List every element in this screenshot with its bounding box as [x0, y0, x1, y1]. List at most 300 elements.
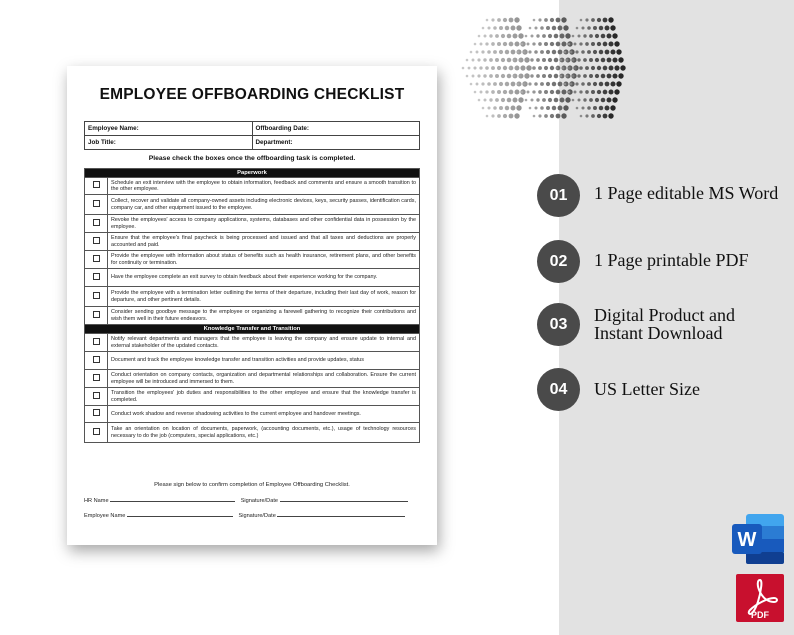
decorative-dot: [524, 58, 527, 61]
decorative-dot: [540, 82, 544, 86]
decorative-dot: [561, 17, 566, 22]
decorative-dot: [538, 42, 542, 46]
decorative-dot: [470, 83, 473, 86]
decorative-dot: [571, 58, 574, 61]
decorative-dot: [608, 17, 613, 22]
table-row: [85, 178, 420, 195]
task-text: Transition the employees' job duties and responsibilities to the other employee and ensure that the knowledge transfer is completed.: [108, 388, 420, 406]
decorative-dot: [597, 66, 601, 70]
decorative-dot: [487, 50, 491, 54]
feature-number-badge: 01: [537, 174, 580, 217]
decorative-dot: [556, 67, 559, 70]
task-checkbox[interactable]: [93, 311, 100, 318]
decorative-dot: [591, 42, 595, 46]
decorative-dot: [573, 66, 576, 69]
decorative-dot: [514, 41, 519, 46]
decorative-dot: [517, 51, 520, 54]
decorative-dot: [534, 106, 537, 109]
decorative-dot: [511, 82, 516, 87]
decorative-dot: [554, 58, 559, 63]
decorative-dot: [538, 114, 541, 117]
decorative-dot: [509, 90, 514, 95]
decorative-dot: [507, 74, 512, 79]
checkbox-cell: [85, 406, 108, 423]
feature-item-3: [537, 303, 787, 347]
decorative-dot: [514, 113, 519, 118]
decorative-dot: [491, 114, 494, 117]
task-text: Consider sending goodbye message to the employee or organizing a farewell gathering to recognize their contributions and wish them well in their future endeavors.: [108, 307, 420, 325]
task-checkbox[interactable]: [93, 338, 100, 345]
decorative-dot: [556, 42, 561, 47]
decorative-dot: [493, 50, 497, 54]
decorative-dot: [618, 57, 623, 62]
decorative-dot: [491, 42, 495, 46]
decorative-dot: [599, 106, 603, 110]
decorative-dot: [550, 90, 554, 94]
decorative-dot: [479, 66, 482, 69]
feature-text: US Letter Size: [594, 379, 700, 399]
decorative-dot: [603, 66, 608, 71]
decorative-dot: [591, 66, 595, 70]
decorative-dot: [595, 98, 599, 102]
decorative-dot: [489, 98, 492, 101]
feature-item-2: [537, 240, 787, 284]
feature-item-1: [537, 174, 787, 218]
decorative-dot: [550, 66, 554, 70]
decorative-dot: [493, 26, 497, 30]
decorative-dot: [521, 91, 524, 94]
task-text: Schedule an exit interview with the employee to obtain information, feedback and comments and ensure a smooth transition to the other employee.: [108, 178, 420, 195]
checkbox-cell: [85, 269, 108, 287]
decorative-dot: [519, 59, 522, 62]
decorative-dot: [509, 42, 514, 47]
decorative-dot: [554, 98, 559, 103]
hr-signature-date-label: Signature/Date: [240, 498, 279, 504]
decorative-dot: [605, 50, 610, 55]
document-title: EMPLOYEE OFFBOARDING CHECKLIST: [99, 86, 405, 103]
task-checkbox[interactable]: [93, 292, 100, 299]
decorative-dot: [558, 82, 563, 87]
decorative-dot: [526, 66, 529, 69]
checkbox-cell: [85, 233, 108, 251]
decorative-dot: [612, 73, 617, 78]
decorative-dot: [514, 89, 519, 94]
decorative-dot: [511, 50, 516, 55]
decorative-dot: [542, 34, 546, 38]
decorative-dot: [472, 75, 475, 78]
decorative-dot: [507, 34, 512, 39]
decorative-dot: [501, 34, 505, 38]
decorative-dot: [542, 58, 546, 62]
decorative-dot: [591, 114, 595, 118]
decorative-dot: [478, 99, 481, 102]
decorative-dot: [583, 58, 587, 62]
checkbox-cell: [85, 423, 108, 443]
decorative-dot: [593, 50, 597, 54]
decorative-dot: [511, 26, 516, 31]
table-row: [85, 195, 420, 215]
decorative-dot: [480, 91, 483, 94]
decorative-dot: [495, 58, 499, 62]
decorative-dot: [482, 107, 485, 110]
decorative-dot: [501, 74, 505, 78]
decorative-dot: [548, 98, 552, 102]
decorative-dot: [472, 59, 475, 62]
decorative-dot: [501, 98, 505, 102]
decorative-dot: [552, 82, 556, 86]
decorative-dot: [589, 34, 593, 38]
hr-name-line[interactable]: [110, 496, 235, 502]
decorative-dot: [585, 18, 588, 21]
decorative-dot: [532, 90, 535, 93]
decorative-dot: [608, 89, 613, 94]
decorative-dot: [509, 114, 514, 119]
decorative-dot: [531, 99, 534, 102]
decorative-dot: [560, 34, 565, 39]
decorative-dot: [614, 89, 619, 94]
decorative-dot: [605, 82, 610, 87]
decorative-dot: [556, 18, 561, 23]
decorative-dot: [614, 41, 619, 46]
task-checkbox[interactable]: [93, 356, 100, 363]
decorative-dot: [609, 66, 614, 71]
decorative-dot: [534, 50, 538, 54]
decorative-dot: [507, 98, 512, 103]
decorative-dot: [597, 18, 601, 22]
decorative-dot: [546, 106, 550, 110]
decorative-dot: [607, 74, 612, 79]
decorative-dot: [470, 51, 473, 54]
table-row: [85, 215, 420, 233]
decorative-dot: [561, 113, 566, 118]
decorative-dot: [518, 97, 523, 102]
sign-instruction: Please sign below to confirm completion of Employee Offboarding Checklist.: [154, 482, 350, 488]
decorative-dot: [561, 89, 566, 94]
feature-item-4: [537, 368, 787, 412]
table-row: [85, 269, 420, 287]
decorative-dot: [552, 26, 556, 30]
decorative-dot: [491, 18, 494, 21]
decorative-dot: [612, 33, 617, 38]
decorative-dot: [489, 74, 493, 78]
decorative-dot: [520, 66, 523, 69]
task-checkbox[interactable]: [93, 409, 100, 416]
task-text: Provide the employee with a termination letter outlining the terms of their departure, including their last day of work, reason for departure, and other pertinent details.: [108, 287, 420, 307]
decorative-dot: [568, 91, 571, 94]
decorative-dot: [579, 90, 582, 93]
decorative-dot: [503, 114, 507, 118]
decorative-dot: [491, 66, 495, 70]
decorative-dot: [550, 114, 554, 118]
task-text: Document and track the employee knowledge transfer and transition activities and provide updates, status: [108, 352, 420, 370]
decorative-dot: [576, 107, 579, 110]
decorative-dot: [554, 34, 559, 39]
decorative-dot: [572, 99, 575, 102]
decorative-dot: [577, 74, 580, 77]
decorative-dot: [497, 90, 501, 94]
job-title-field[interactable]: Job Title:: [85, 136, 253, 150]
decorative-dot: [491, 90, 495, 94]
decorative-dot: [476, 51, 479, 54]
decorative-dot: [497, 66, 501, 70]
decorative-dot: [515, 67, 518, 70]
section-title: Paperwork: [85, 169, 420, 178]
task-checkbox[interactable]: [93, 392, 100, 399]
decorative-dot: [601, 58, 606, 63]
decorative-dot: [474, 43, 477, 46]
decorative-dot: [585, 90, 589, 94]
word-letter: W: [737, 529, 757, 551]
table-row: [85, 233, 420, 251]
checkbox-cell: [85, 195, 108, 215]
decorative-dot: [563, 105, 568, 110]
decorative-dot: [511, 106, 516, 111]
decorative-dot: [513, 59, 516, 62]
decorative-dot: [548, 58, 552, 62]
employee-name-field[interactable]: Employee Name:: [85, 122, 253, 136]
decorative-dot: [524, 74, 527, 77]
employee-signature-row: [84, 511, 405, 519]
decorative-dot: [583, 74, 587, 78]
decorative-dot: [601, 74, 606, 79]
employee-signature-line[interactable]: [277, 511, 405, 517]
decorative-dot: [542, 74, 546, 78]
decorative-dot: [544, 18, 548, 22]
decorative-dot: [466, 75, 469, 78]
decorative-dot: [493, 106, 497, 110]
decorative-dot: [564, 83, 567, 86]
employee-info-table: [84, 121, 420, 150]
decorative-dot: [565, 33, 570, 38]
decorative-dot: [521, 43, 524, 46]
decorative-dot: [605, 26, 610, 31]
decorative-dot: [468, 67, 471, 70]
decorative-dot: [601, 98, 606, 103]
decorative-dot: [560, 75, 563, 78]
decorative-dot: [484, 35, 487, 38]
decorative-dot: [495, 74, 499, 78]
decorative-dot: [462, 67, 465, 70]
decorative-dot: [530, 58, 533, 61]
decorative-dot: [530, 74, 533, 77]
checkbox-cell: [85, 307, 108, 325]
table-row: [85, 287, 420, 307]
decorative-dot: [585, 42, 589, 46]
decorative-dot: [567, 66, 570, 69]
task-checkbox[interactable]: [93, 273, 100, 280]
decorative-dot: [495, 34, 499, 38]
department-field[interactable]: Department:: [252, 136, 420, 150]
decorative-dot: [532, 42, 535, 45]
decorative-dot: [527, 91, 530, 94]
table-row: [85, 307, 420, 325]
decorative-dot: [503, 90, 507, 94]
table-row: [85, 370, 420, 388]
decorative-dot: [478, 35, 481, 38]
decorative-dot: [485, 90, 488, 93]
decorative-dot: [529, 27, 532, 30]
task-text: Conduct orientation on company contacts, organization and departmental relationships and collaboration. Ensure the current employee will be introduced and immersed to them.: [108, 370, 420, 388]
decorative-dot: [554, 74, 559, 79]
decorative-dot: [565, 97, 570, 102]
offboarding-date-field[interactable]: Offboarding Date:: [252, 122, 420, 136]
decorative-dot: [529, 107, 532, 110]
decorative-dot: [534, 82, 538, 86]
checkbox-cell: [85, 178, 108, 195]
decorative-dot: [505, 106, 509, 110]
decorative-dot: [556, 90, 561, 95]
task-checkbox[interactable]: [93, 181, 100, 188]
decorative-dot: [538, 18, 541, 21]
decorative-dot: [593, 82, 597, 86]
decorative-dot: [578, 35, 581, 38]
decorative-dot: [589, 58, 593, 62]
decorative-dot: [583, 34, 586, 37]
decorative-dot: [505, 82, 509, 86]
decorative-dot: [558, 106, 563, 111]
checkbox-cell: [85, 370, 108, 388]
decorative-dot: [580, 19, 583, 22]
decorative-dot: [503, 42, 507, 46]
decorative-dot: [473, 66, 476, 69]
employee-name-label: Employee Name: [84, 513, 126, 519]
decorative-dot: [544, 66, 548, 70]
task-text: Have the employee complete an exit survey to obtain feedback about their experience working for the company.: [108, 269, 420, 287]
task-checkbox[interactable]: [93, 374, 100, 381]
decorative-dot: [612, 57, 617, 62]
decorative-dot: [552, 106, 556, 110]
task-text: Provide the employee with information about status of benefits such as health insurance, retirement plans, and other benefits for continuity or termination.: [108, 251, 420, 269]
decorative-dot: [593, 106, 597, 110]
decorative-dot: [599, 26, 603, 30]
decorative-dot: [507, 58, 512, 63]
section-header-row: [85, 169, 420, 178]
decorative-dot: [513, 98, 518, 103]
employee-signature-date-label: Signature/Date: [238, 513, 276, 519]
decorative-dot: [608, 41, 613, 46]
checkbox-cell: [85, 352, 108, 370]
hr-signature-line[interactable]: [280, 496, 408, 502]
decorative-dot: [585, 66, 589, 70]
decorative-dot: [560, 98, 565, 103]
decorative-dot: [486, 115, 489, 118]
decorative-dot: [495, 98, 499, 102]
table-row: [85, 251, 420, 269]
decorative-dot: [523, 83, 526, 86]
decorative-dot: [466, 59, 469, 62]
decorative-dot: [612, 97, 617, 102]
decorative-dot: [528, 50, 531, 53]
task-checkbox[interactable]: [93, 255, 100, 262]
decorative-dot: [581, 106, 584, 109]
decorative-dot: [577, 58, 580, 61]
decorative-dot: [523, 51, 526, 54]
decorative-dot: [597, 42, 601, 46]
feature-text-line2: Instant Download: [594, 323, 723, 343]
decorative-dot: [497, 18, 501, 22]
decorative-dot: [589, 98, 593, 102]
table-row: [85, 352, 420, 370]
decorative-dot: [581, 50, 585, 54]
decorative-dot: [525, 35, 528, 38]
decorative-dot: [560, 59, 563, 62]
task-text: Revoke the employees' access to company applications, systems, databases and other confidential data in possession by the employee.: [108, 215, 420, 233]
decorative-dot: [579, 42, 582, 45]
decorative-dot: [487, 106, 490, 109]
decorative-dot: [610, 25, 615, 30]
decorative-dot: [550, 42, 554, 46]
decorative-dot: [585, 114, 588, 117]
decorative-dot: [544, 42, 548, 46]
feature-number-badge: 02: [537, 240, 580, 283]
decorative-dot: [486, 19, 489, 22]
decorative-dot: [605, 106, 610, 111]
decorative-dot: [481, 50, 484, 53]
decorative-dot: [532, 66, 536, 70]
decorative-dot: [566, 75, 569, 78]
decorative-dot: [482, 27, 485, 30]
decorative-dot: [576, 27, 579, 30]
decorative-dot: [501, 58, 505, 62]
decorative-dot: [568, 43, 571, 46]
decorative-dot: [485, 66, 489, 70]
decorative-dot: [575, 82, 578, 85]
decorative-dot: [548, 74, 552, 78]
decorative-dot: [603, 18, 608, 23]
decorative-dot: [570, 51, 573, 54]
decorative-dot: [556, 114, 561, 119]
decorative-dot: [503, 66, 507, 70]
decorative-dot: [484, 99, 487, 102]
decorative-dot: [563, 25, 568, 30]
checkbox-cell: [85, 251, 108, 269]
table-row: [85, 406, 420, 423]
feature-text: 1 Page editable MS Word: [594, 183, 779, 203]
decorative-dot: [503, 18, 507, 22]
decorative-dot: [489, 34, 492, 37]
decorative-dot: [483, 74, 486, 77]
decorative-dot: [536, 58, 540, 62]
decorative-dot: [509, 67, 512, 70]
decorative-dot: [516, 105, 521, 110]
employee-name-line[interactable]: [127, 511, 233, 517]
decorative-dot: [540, 26, 544, 30]
decorative-dot: [595, 74, 599, 78]
decorative-dot: [591, 18, 595, 22]
decorative-dot: [587, 82, 591, 86]
decorative-dot: [533, 19, 536, 22]
task-checkbox[interactable]: [93, 219, 100, 226]
decorative-dot: [480, 43, 483, 46]
decorative-dot: [540, 50, 544, 54]
decorative-dot: [544, 114, 548, 118]
decorative-dot: [587, 106, 591, 110]
decorative-dot: [597, 90, 601, 94]
decorative-dot: [533, 115, 536, 118]
task-checkbox[interactable]: [93, 200, 100, 207]
task-checkbox[interactable]: [93, 237, 100, 244]
decorative-dot: [509, 18, 514, 23]
checkbox-cell: [85, 388, 108, 406]
task-checkbox[interactable]: [93, 428, 100, 435]
task-text: Collect, recover and validate all company-owned assets including electronic devices, keys, security passes, identification cards, company car, and other equipment issued to the employee.: [108, 195, 420, 215]
table-row: [85, 334, 420, 352]
hr-name-label: HR Name: [84, 498, 109, 504]
decorative-dot: [610, 49, 615, 54]
decorative-dot: [528, 82, 531, 85]
decorative-dot: [497, 42, 501, 46]
decorative-dot: [561, 41, 566, 46]
